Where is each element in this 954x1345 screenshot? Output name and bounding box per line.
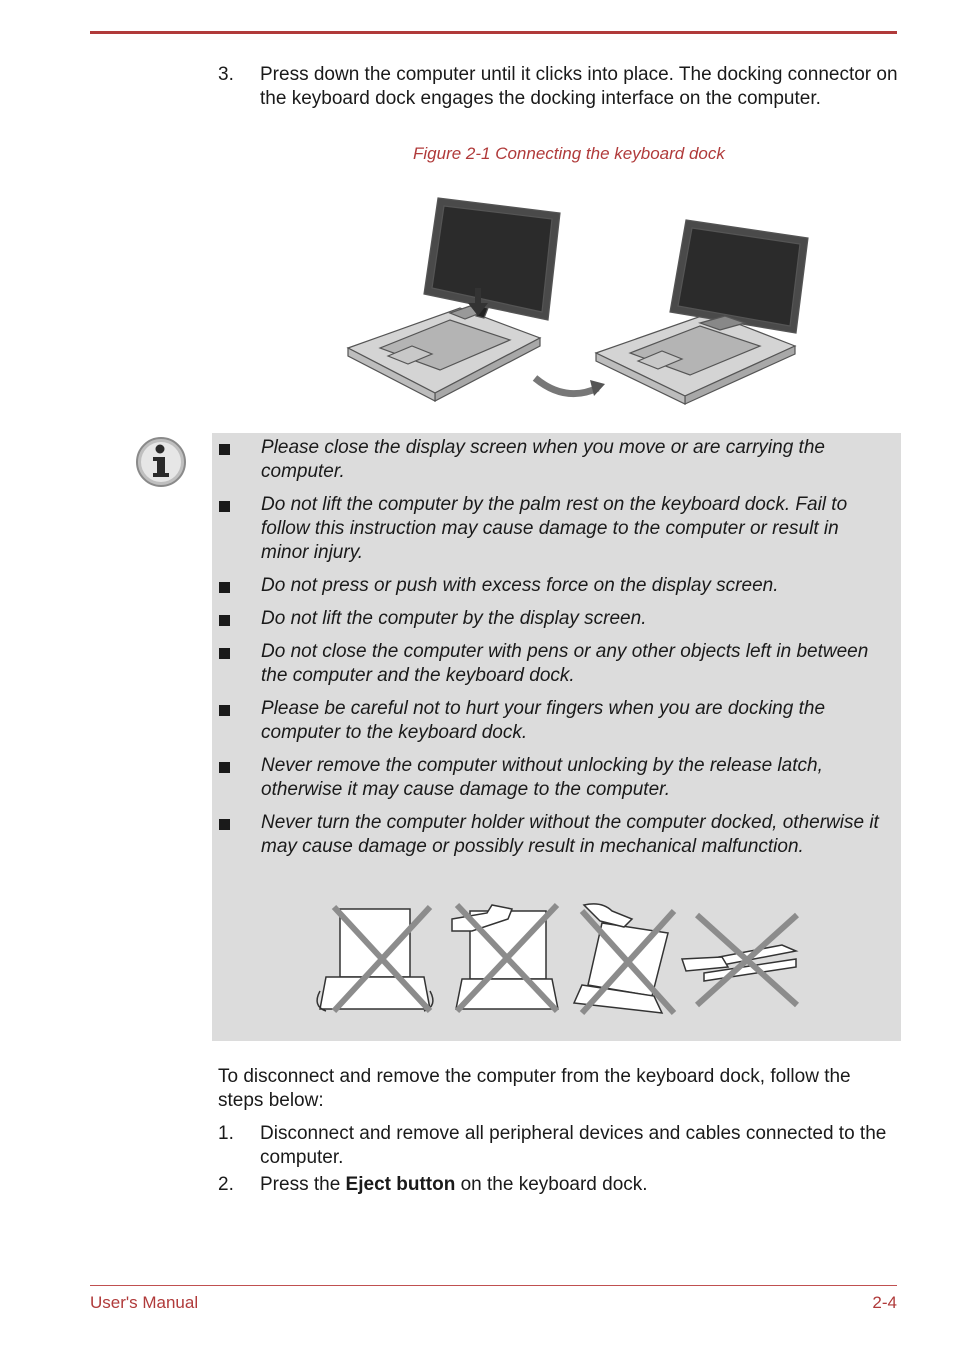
square-bullet-icon	[219, 648, 230, 659]
info-icon	[135, 436, 187, 488]
square-bullet-icon	[219, 762, 230, 773]
footer-rule	[90, 1285, 897, 1286]
note-item: Do not press or push with excess force on the display screen.	[212, 574, 901, 607]
note-item: Never turn the computer holder without the computer docked, otherwise it may cause damage or possibly result in mechanical malfunction.	[212, 811, 901, 868]
tablet-docking-image	[348, 198, 560, 401]
note-box	[212, 433, 901, 1041]
square-bullet-icon	[219, 444, 230, 455]
note-list	[212, 436, 901, 868]
step-1	[218, 1122, 898, 1170]
header-rule	[90, 31, 897, 34]
figure-caption: Figure 2-1 Connecting the keyboard dock	[413, 144, 725, 163]
intro-paragraph: To disconnect and remove the computer from the keyboard dock, follow the steps below:	[218, 1066, 851, 1111]
note-item: Please close the display screen when you move or are carrying the computer.	[212, 436, 901, 493]
square-bullet-icon	[219, 615, 230, 626]
note-item: Do not close the computer with pens or any other objects left in between the computer and the keyboard dock.	[212, 640, 901, 697]
step-text: Press down the computer until it clicks into place. The docking connector on the keyboard dock engages the docking interface on the computer.	[260, 64, 898, 109]
square-bullet-icon	[219, 819, 230, 830]
footer-title: User's Manual	[90, 1293, 199, 1312]
step-number: 2.	[218, 1174, 234, 1195]
step-text: Press the Eject button on the keyboard dock.	[260, 1174, 648, 1195]
page-number: 2-4	[872, 1293, 897, 1312]
note-item: Do not lift the computer by the palm rest on the keyboard dock. Fail to follow this instruction may cause damage to the computer or result in minor injury.	[212, 493, 901, 574]
tablet-docked-image	[596, 220, 808, 404]
note-item: Please be careful not to hurt your fingers when you are docking the computer to the keyboard dock.	[212, 697, 901, 754]
curved-arrow-icon	[535, 378, 605, 396]
step-number: 1.	[218, 1123, 234, 1144]
eject-button-term: Eject button	[345, 1174, 456, 1195]
note-item: Do not lift the computer by the display screen.	[212, 607, 901, 640]
step-number: 3.	[218, 64, 234, 85]
square-bullet-icon	[219, 705, 230, 716]
prohibited-handling-illustration	[312, 901, 802, 1019]
note-item: Never remove the computer without unlocking by the release latch, otherwise it may cause damage to the computer.	[212, 754, 901, 811]
step-3	[218, 63, 898, 111]
step-text: Disconnect and remove all peripheral devices and cables connected to the computer.	[260, 1123, 887, 1168]
step-2	[218, 1173, 898, 1197]
docking-illustration	[340, 188, 820, 408]
square-bullet-icon	[219, 501, 230, 512]
square-bullet-icon	[219, 582, 230, 593]
